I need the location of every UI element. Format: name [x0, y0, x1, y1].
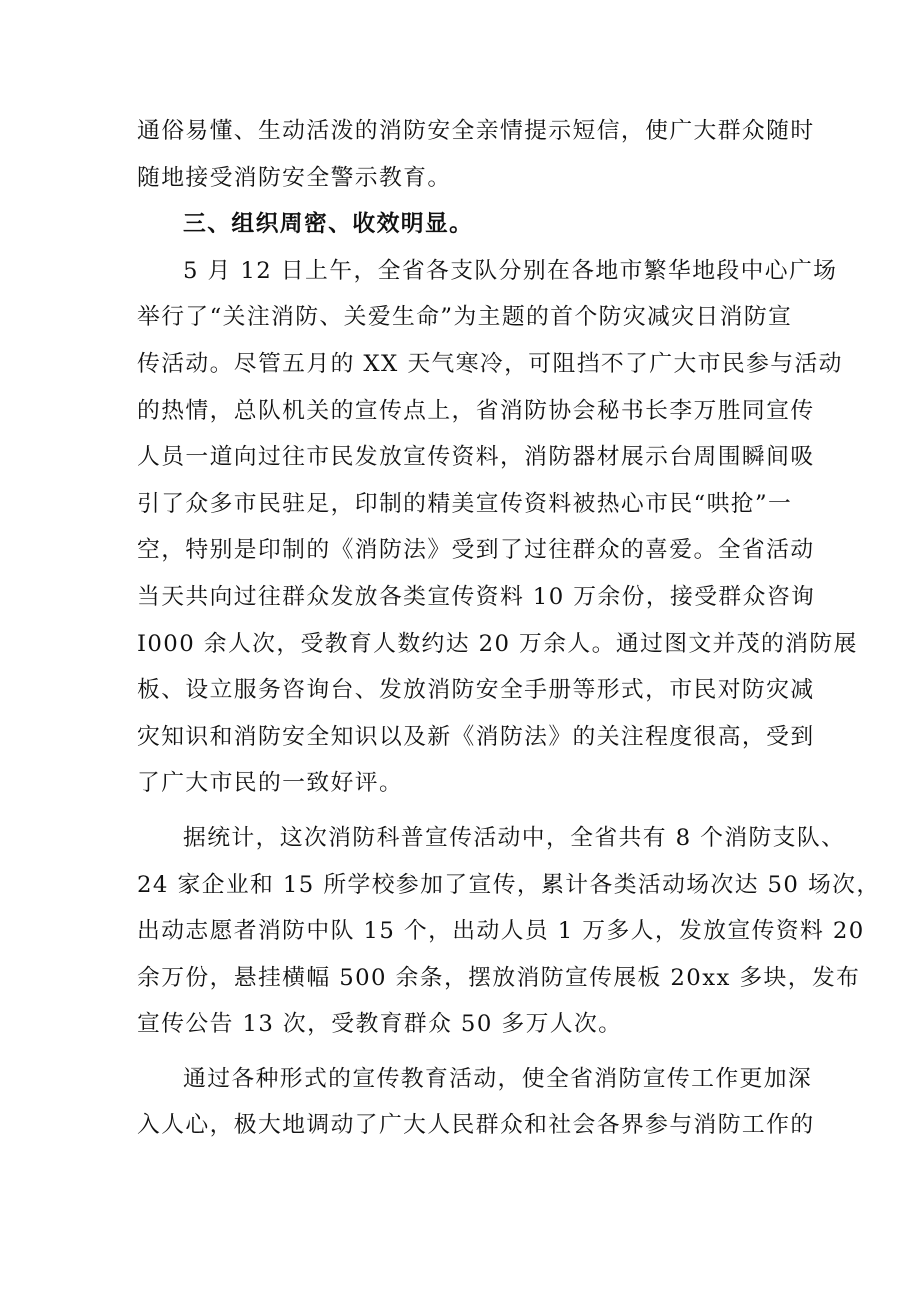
text-line: I000 余人次，受教育人数约达 20 万余人。通过图文并茂的消防展	[137, 630, 858, 657]
text-line: 通俗易懂、生动活泼的消防安全亲情提示短信，使广大群众随时	[137, 118, 815, 144]
text-line: 随地接受消防安全警示教育。	[137, 164, 452, 191]
text-line: 24 家企业和 15 所学校参加了宣传，累计各类活动场次达 50 场次，	[137, 871, 881, 898]
text-line: 出动志愿者消防中队 15 个，出动人员 1 万多人，发放宣传资料 20	[137, 918, 865, 945]
paragraph-stats	[137, 815, 881, 1048]
text-line: 人员一道向过往市民发放宣传资料，消防器材展示台周围瞬间吸	[137, 444, 815, 471]
text-line: 传活动。尽管五月的 XX 天气寒冷，可阻挡不了广大市民参与活动	[137, 350, 843, 377]
text-line: 5 月 12 日上午，全省各支队分别在各地市繁华地段中心广场	[183, 257, 838, 284]
paragraph-may12	[137, 248, 858, 807]
text-line: 引了众多市民驻足，印制的精美宣传资料被热心市民“哄抢”一	[137, 490, 793, 517]
document-body	[137, 108, 881, 1149]
paragraph-gap	[137, 807, 797, 815]
text-line: 举行了“关注消防、关爱生命”为主题的首个防灾减灾日消防宣	[137, 304, 793, 331]
text-line: 板、设立服务咨询台、发放消防安全手册等形式，市民对防灾减	[137, 677, 815, 704]
text-line: 入人心，极大地调动了广大人民群众和社会各界参与消防工作的	[137, 1112, 815, 1139]
text-line: 据统计，这次消防科普宣传活动中，全省共有 8 个消防支队、	[183, 824, 846, 851]
text-line: 空，特别是印制的《消防法》受到了过往群众的喜爱。全省活动	[137, 537, 815, 564]
text-line: 的热情，总队机关的宣传点上，省消防协会秘书长李万胜同宣传	[137, 397, 815, 424]
paragraph-gap	[137, 1048, 797, 1056]
text-line: 灾知识和消防安全知识以及新《消防法》的关注程度很高，受到	[137, 723, 815, 750]
text-line: 通过各种形式的宣传教育活动，使全省消防宣传工作更加深	[183, 1065, 813, 1092]
paragraph-intro	[137, 108, 815, 201]
text-line: 余万份，悬挂横幅 500 余条，摆放消防宣传展板 20xx 多块，发布	[137, 964, 861, 991]
section-heading: 三、组织周密、收效明显。	[183, 211, 474, 238]
text-line: 当天共向过往群众发放各类宣传资料 10 万余份，接受群众咨询	[137, 583, 816, 610]
text-line: 宣传公告 13 次，受教育群众 50 多万人次。	[137, 1011, 623, 1038]
text-line: 了广大市民的一致好评。	[137, 770, 404, 797]
paragraph-final	[137, 1056, 815, 1149]
